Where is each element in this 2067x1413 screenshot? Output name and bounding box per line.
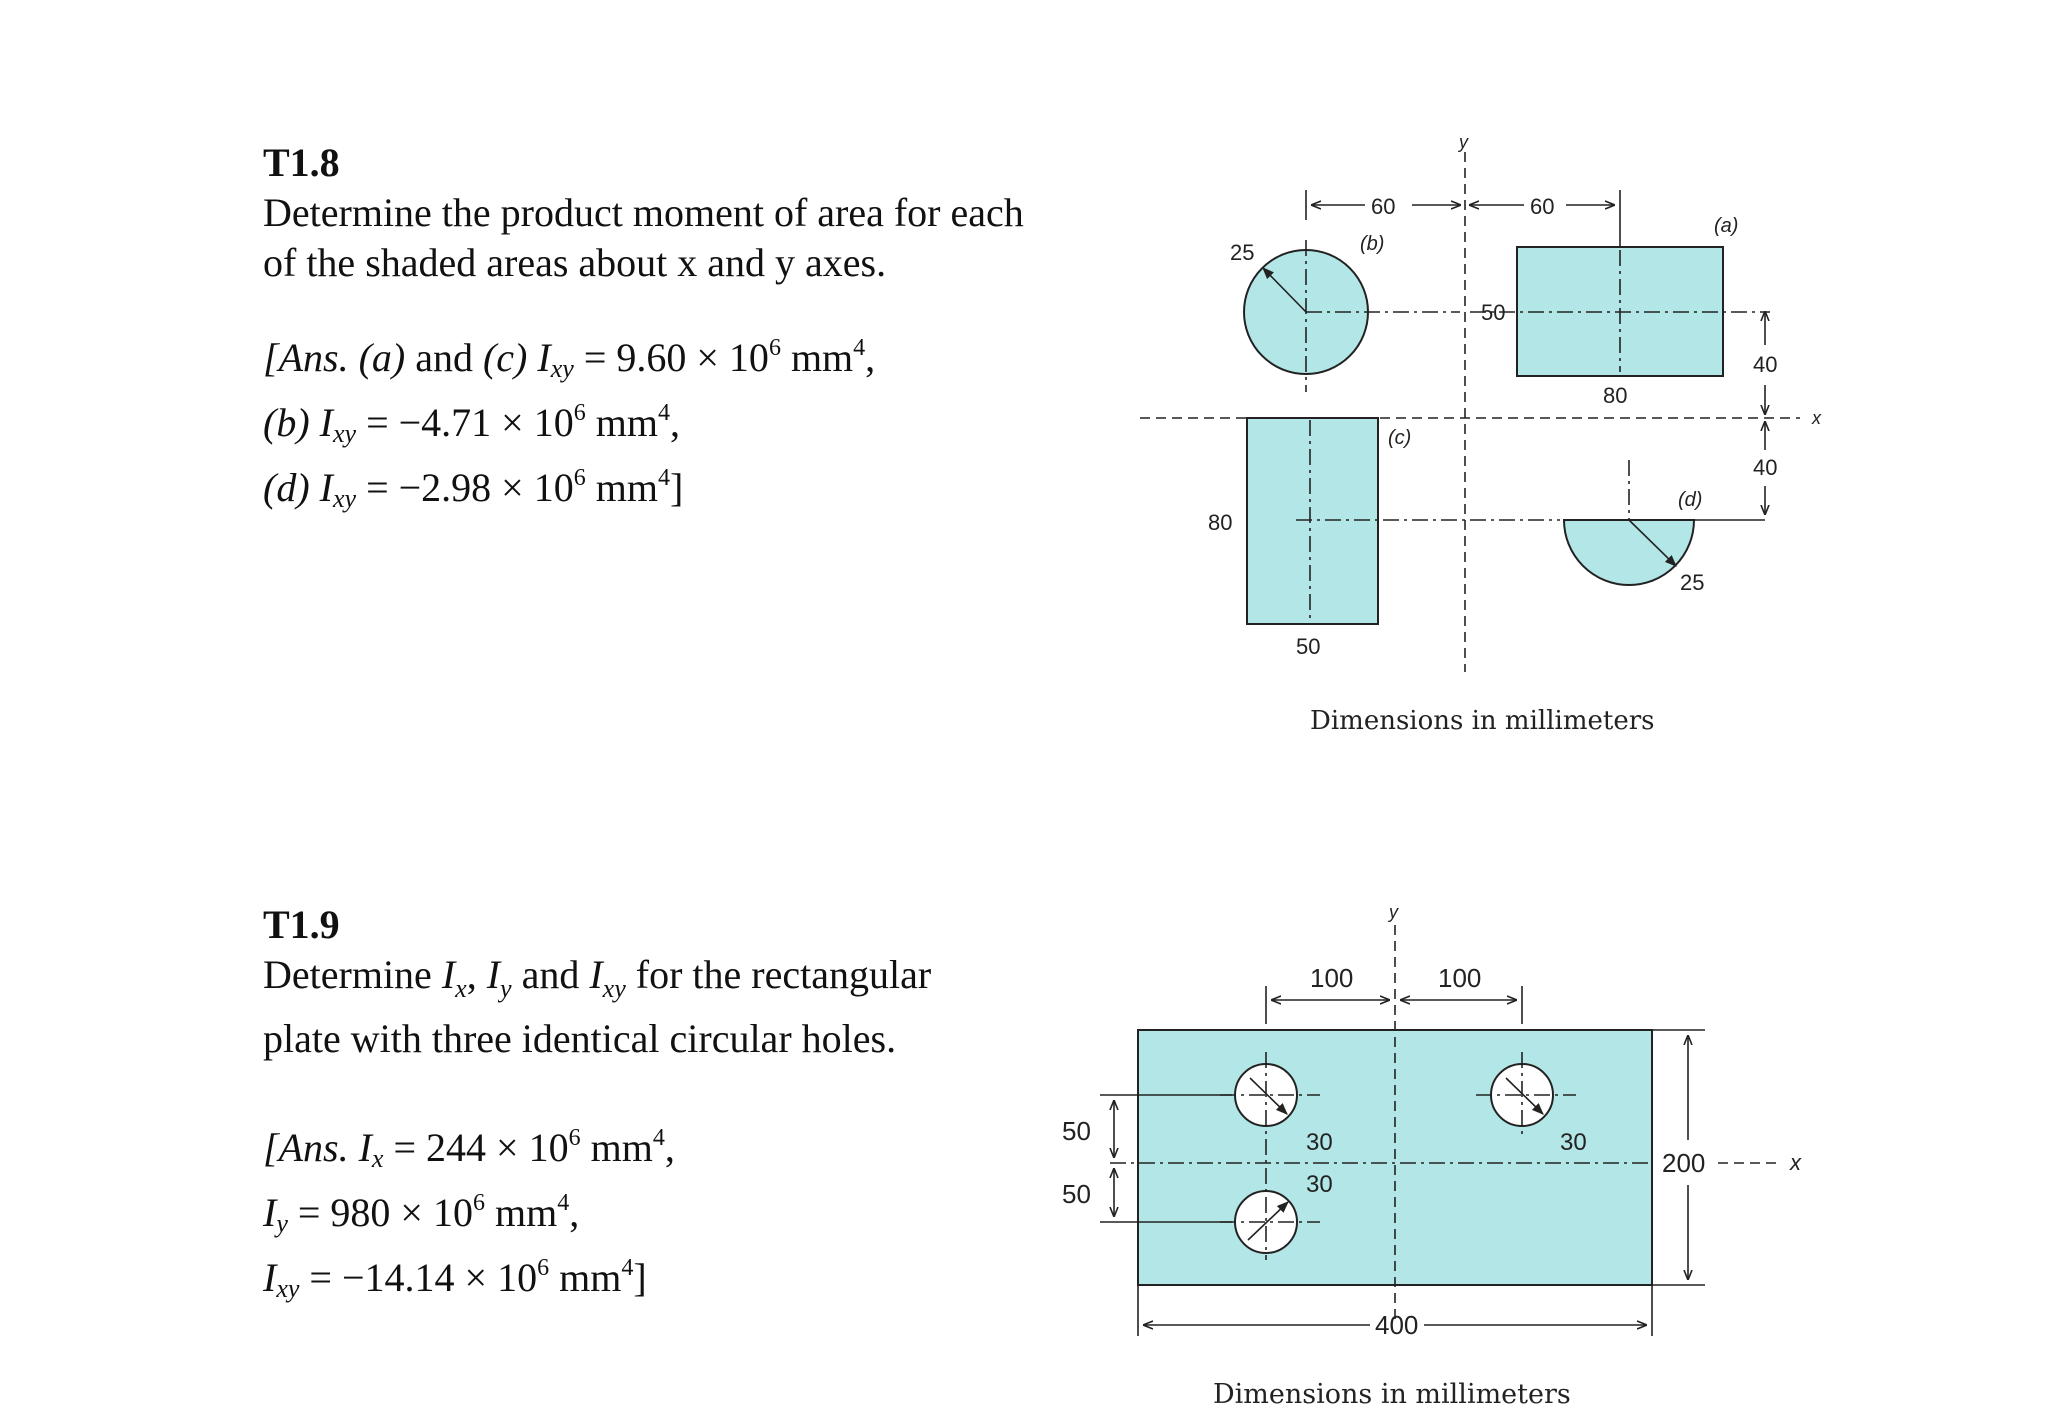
stmt-iy: I (486, 952, 501, 997)
dim-40-bottom: 40 (1753, 455, 1778, 480)
stmt-post: for the rectangular (625, 952, 932, 997)
label-b: (b) (1360, 233, 1385, 255)
stmt-ix: I (441, 952, 456, 997)
dim-25-d: 25 (1680, 570, 1705, 595)
ans-exp: 6 (573, 465, 586, 491)
dim-25-b: 25 (1230, 240, 1255, 265)
ans-unit: mm (485, 1190, 558, 1235)
ans-label-c: (c) (482, 335, 528, 380)
stmt-pre: Determine (263, 952, 442, 997)
ans-symbol: $I_{xy}$ (319, 400, 357, 448)
figure-caption: Dimensions in millimeters (1310, 706, 1655, 736)
ans-unit-exp: 4 (657, 465, 670, 491)
ans-unit-exp: 4 (657, 400, 670, 426)
label-d: (d) (1678, 489, 1703, 511)
dim-30-hole3: 30 (1306, 1171, 1333, 1198)
area-c-rect (1247, 418, 1378, 624)
ans-unit-exp: 4 (621, 1255, 634, 1281)
ans-value: = −14.14 × 10 (299, 1255, 538, 1300)
dim-40-top: 40 (1753, 352, 1778, 377)
ans-label-d: (d) (263, 465, 310, 510)
stmt-and: and (511, 952, 590, 997)
ans-unit: mm (585, 465, 658, 510)
ans-prefix: [Ans. (263, 1125, 359, 1170)
ans-exp: 6 (473, 1190, 485, 1216)
ans-end: , (664, 1125, 675, 1170)
stmt-iy-sub: y (500, 974, 512, 1003)
dim-60-left: 60 (1371, 194, 1396, 219)
ans-unit: mm (580, 1125, 653, 1170)
ans-unit: mm (780, 335, 854, 380)
y-axis-label: y (1459, 132, 1468, 152)
ans-symbol-sub: xy (276, 1274, 300, 1303)
label-a: (a) (1714, 215, 1739, 237)
problem-title: T1.9 (263, 902, 340, 947)
x-axis-label: x (1812, 408, 1821, 428)
dim-80-a: 80 (1603, 383, 1628, 408)
x-axis-label: x (1790, 1150, 1801, 1175)
ans-end: , (865, 335, 876, 380)
ans-unit-exp: 4 (557, 1190, 570, 1216)
ans-exp: 6 (568, 1125, 581, 1151)
ans-end: ] (669, 465, 684, 510)
ans-end: ] (633, 1255, 647, 1300)
figure-t1-8 (1140, 132, 1822, 736)
dim-50-lower: 50 (1062, 1179, 1091, 1209)
dim-30-hole2: 30 (1560, 1129, 1587, 1156)
ans-exp: 6 (573, 400, 586, 426)
ans-and: and (405, 335, 483, 380)
ans-unit: mm (585, 400, 658, 445)
ans-exp: 6 (768, 335, 781, 361)
ans-value: = 9.60 × 10 (573, 335, 769, 380)
ans-value: = −2.98 × 10 (356, 465, 574, 510)
figure-t1-9 (1062, 902, 1802, 1410)
ans-unit-exp: 4 (652, 1125, 665, 1151)
ans-unit-exp: 4 (853, 335, 866, 361)
ans-symbol-sub: x (371, 1144, 384, 1173)
ans-prefix: [Ans. (263, 335, 359, 380)
problem-statement-line2: of the shaded areas about x and y axes. (263, 240, 887, 285)
ans-label-b: (b) (263, 400, 310, 445)
problem-statement-line1: Determine the product moment of area for each (263, 190, 1024, 235)
dim-50-c: 50 (1296, 634, 1321, 659)
stmt-ixy: I (589, 952, 603, 997)
stmt-sep: , (466, 952, 487, 997)
stmt-ix-sub: x (455, 974, 467, 1003)
dim-50-upper: 50 (1062, 1116, 1091, 1146)
dim-80-c: 80 (1208, 510, 1233, 535)
ans-unit: mm (549, 1255, 622, 1300)
dim-100-right: 100 (1438, 963, 1482, 993)
problem-statement-line2: plate with three identical circular holes. (263, 1016, 897, 1061)
dim-30-hole1: 30 (1306, 1129, 1333, 1156)
ans-symbol: I (263, 1190, 277, 1235)
ans-symbol: I (263, 1255, 277, 1300)
dim-400: 400 (1375, 1310, 1419, 1340)
ans-label-a: (a) (358, 335, 406, 380)
dim-200: 200 (1662, 1148, 1706, 1178)
ans-value: = −4.71 × 10 (356, 400, 574, 445)
ans-symbol: I (358, 1125, 372, 1170)
ans-end: , (569, 1190, 580, 1235)
ans-value: = 980 × 10 (287, 1190, 473, 1235)
dim-50-mid: 50 (1481, 300, 1506, 325)
ans-symbol: $I_{xy}$ (537, 335, 574, 383)
figure-caption: Dimensions in millimeters (1213, 1379, 1571, 1410)
y-axis-label: y (1389, 902, 1398, 922)
ans-symbol-sub: y (276, 1209, 288, 1238)
problem-title: T1.8 (263, 140, 340, 185)
dim-60-right: 60 (1530, 194, 1555, 219)
ans-end: , (669, 400, 680, 445)
ans-exp: 6 (537, 1255, 550, 1281)
label-c: (c) (1388, 427, 1412, 449)
stmt-ixy-sub: xy (602, 974, 626, 1003)
dim-100-left: 100 (1310, 963, 1354, 993)
area-d-semicircle (1564, 520, 1694, 585)
ans-symbol: $I_{xy}$ (319, 465, 357, 513)
ans-value: = 244 × 10 (383, 1125, 569, 1170)
